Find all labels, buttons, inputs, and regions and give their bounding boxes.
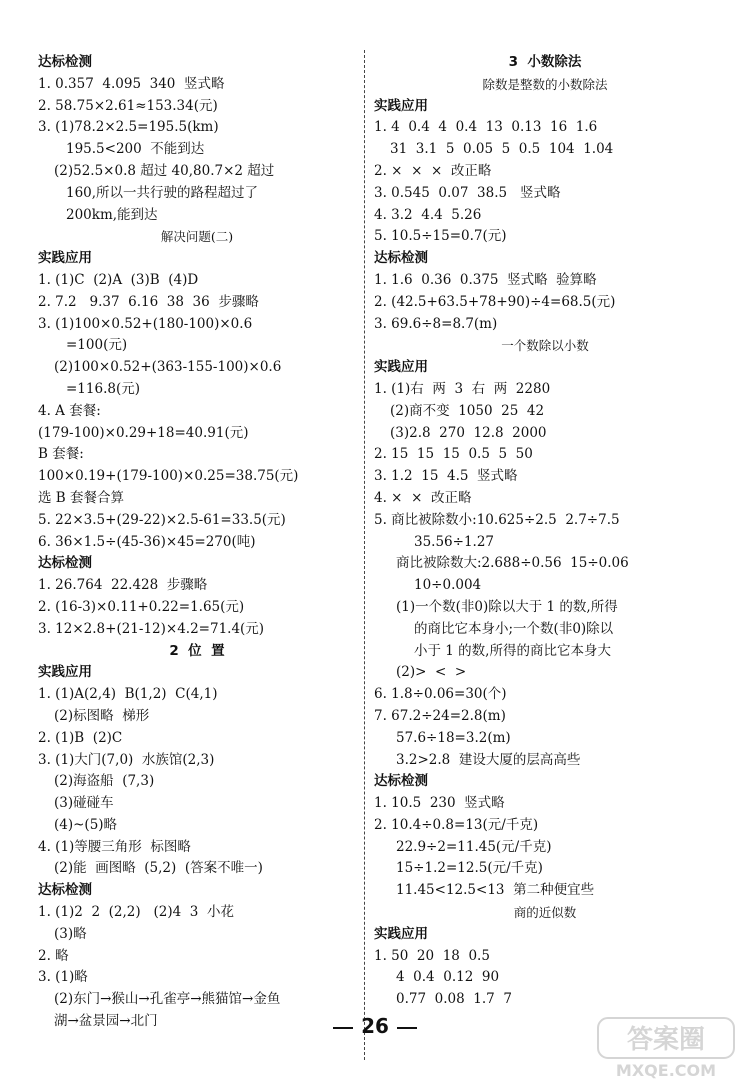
answer-line: 3.2>2.8 建设大厦的层高高些	[396, 751, 581, 768]
chapter-heading: 2 位 置	[169, 642, 225, 659]
subsection-title: 解决问题(二)	[160, 229, 234, 245]
answer-line: 0.77 0.08 1.7 7	[396, 991, 512, 1008]
answer-line: 湖→盆景园→北门	[54, 1013, 158, 1030]
section-heading: 达标检测	[374, 250, 428, 267]
section-heading: 达标检测	[374, 773, 428, 790]
answer-line: 2. (42.5+63.5+78+90)÷4=68.5(元)	[374, 293, 616, 310]
section-heading: 实践应用	[38, 664, 92, 681]
answer-line: 1. 10.5 230 竖式略	[374, 795, 505, 812]
page-number: 26	[361, 1014, 389, 1038]
answer-line: (2)商不变 1050 25 42	[390, 402, 545, 419]
answer-line: 200km,能到达	[66, 206, 158, 223]
answer-line: 3. (1)100×0.52+(180-100)×0.6	[38, 315, 253, 332]
section-heading: 实践应用	[374, 359, 428, 376]
answer-line: 11.45<12.5<13 第二种便宜些	[396, 882, 595, 899]
answer-line: 2. (16-3)×0.11+0.22=1.65(元)	[38, 598, 245, 615]
column-divider	[364, 50, 365, 1060]
answer-line: 2. (1)B (2)C	[38, 729, 123, 746]
answer-line: (2)52.5×0.8 超过 40,80.7×2 超过	[54, 162, 275, 179]
answer-line: 3. (1)略	[38, 969, 88, 986]
answer-line: 5. 商比被除数小:10.625÷2.5 2.7÷7.5	[374, 511, 620, 528]
answer-line: 3. 12×2.8+(21-12)×4.2=71.4(元)	[38, 620, 265, 637]
section-heading: 达标检测	[38, 54, 92, 70]
answer-line: (2)100×0.52+(363-155-100)×0.6	[54, 359, 282, 376]
answer-line: 1. (1)2 2 (2,2) (2)4 3 小花	[38, 904, 234, 921]
answer-line: (1)一个数(非0)除以大于 1 的数,所得	[396, 598, 618, 615]
chapter-heading: 3 小数除法	[508, 54, 582, 70]
left-column	[38, 52, 356, 1033]
answer-line: 3. 1.2 15 4.5 竖式略	[374, 468, 518, 485]
answer-line: 3. 69.6÷8=8.7(m)	[374, 315, 498, 332]
answer-line: (179-100)×0.29+18=40.91(元)	[38, 424, 249, 441]
answer-line: 2. 15 15 15 0.5 5 50	[374, 446, 533, 463]
answer-line: (3)2.8 270 12.8 2000	[390, 424, 547, 441]
answer-line: 6. 1.8÷0.06=30(个)	[374, 686, 507, 703]
answer-line: (2)能 画图略 (5,2) (答案不唯一)	[54, 860, 263, 877]
answer-line: 1. 0.357 4.095 340 竖式略	[38, 75, 225, 92]
answer-line: 5. 10.5÷15=0.7(元)	[374, 228, 507, 245]
section-heading: 实践应用	[374, 97, 428, 114]
answer-line: (2)> < >	[396, 664, 467, 681]
answer-line: 商比被除数大:2.688÷0.56 15÷0.06	[396, 555, 629, 572]
answer-line: (2)标图略 梯形	[54, 707, 150, 724]
answer-line: 3. (1)78.2×2.5=195.5(km)	[38, 119, 219, 136]
watermark-domain: MXQE.COM	[615, 1061, 717, 1080]
answer-line: 2. × × × 改正略	[374, 162, 492, 179]
answer-line: 3. (1)大门(7,0) 水族馆(2,3)	[38, 751, 215, 768]
subsection-title: 一个数除以小数	[501, 338, 589, 354]
answer-line: 31 3.1 5 0.05 5 0.5 104 1.04	[390, 141, 614, 158]
answer-line: 2. 58.75×2.61≈153.34(元)	[38, 97, 218, 114]
subsection-title: 商的近似数	[513, 905, 577, 921]
answer-line: 2. 7.2 9.37 6.16 38 36 步骤略	[38, 293, 259, 310]
answer-line: (4)~(5)略	[54, 816, 118, 833]
answer-line: 100×0.19+(179-100)×0.25=38.75(元)	[38, 468, 299, 485]
answer-line: 选 B 套餐合算	[38, 489, 125, 506]
answer-line: 6. 36×1.5÷(45-36)×45=270(吨)	[38, 533, 256, 550]
answer-line: 35.56÷1.27	[414, 533, 495, 550]
watermark-text: 答案圈	[626, 1025, 706, 1055]
answer-line: 22.9÷2=11.45(元/千克)	[396, 838, 552, 855]
section-heading: 达标检测	[38, 555, 92, 572]
answer-line: 1. (1)右 两 3 右 两 2280	[374, 380, 551, 397]
answer-line: (3)碰碰车	[54, 795, 114, 812]
answer-line: 2. 10.4÷0.8=13(元/千克)	[374, 816, 539, 833]
answer-line: 15÷1.2=12.5(元/千克)	[396, 860, 543, 877]
answer-line: 1. 4 0.4 4 0.4 13 0.13 16 1.6	[374, 119, 598, 136]
answer-line: 7. 67.2÷24=2.8(m)	[374, 707, 506, 724]
answer-line: 57.6÷18=3.2(m)	[396, 729, 511, 746]
answer-line: 4 0.4 0.12 90	[396, 969, 500, 986]
answer-line: 1. (1)C (2)A (3)B (4)D	[38, 271, 199, 288]
answer-line: 10÷0.004	[414, 577, 482, 594]
section-heading: 实践应用	[374, 925, 428, 942]
answer-line: B 套餐:	[38, 446, 84, 463]
watermark-logo	[596, 1016, 736, 1082]
dash-left	[333, 1027, 353, 1029]
answer-line: 小于 1 的数,所得的商比它本身大	[414, 642, 611, 659]
answer-line: =116.8(元)	[66, 380, 140, 397]
answer-line: (2)东门→猴山→孔雀亭→熊猫馆→金鱼	[54, 991, 281, 1008]
section-heading: 达标检测	[38, 882, 92, 899]
answer-line: 195.5<200 不能到达	[66, 141, 205, 158]
answer-line: 2. 略	[38, 947, 69, 964]
section-heading: 实践应用	[38, 250, 92, 267]
answer-line: (2)海盗船 (7,3)	[54, 773, 155, 790]
dash-right	[397, 1027, 417, 1029]
answer-line: (3)略	[54, 925, 87, 942]
right-column	[374, 52, 716, 1011]
answer-line: 1. (1)A(2,4) B(1,2) C(4,1)	[38, 686, 218, 703]
subsection-title: 除数是整数的小数除法	[482, 76, 608, 92]
answer-line: 1. 1.6 0.36 0.375 竖式略 验算略	[374, 271, 597, 288]
answer-line: 160,所以一共行驶的路程超过了	[66, 184, 259, 201]
answer-line: 1. 50 20 18 0.5	[374, 947, 490, 964]
answer-line: 的商比它本身小;一个数(非0)除以	[414, 620, 614, 637]
answer-line: 4. × × 改正略	[374, 489, 472, 506]
answer-line: 4. A 套餐:	[38, 402, 101, 419]
answer-line: 4. 3.2 4.4 5.26	[374, 206, 482, 223]
answer-line: 4. (1)等腰三角形 标图略	[38, 838, 191, 855]
answer-line: 5. 22×3.5+(29-22)×2.5-61=33.5(元)	[38, 511, 286, 528]
answer-line: =100(元)	[66, 337, 128, 354]
answer-line: 3. 0.545 0.07 38.5 竖式略	[374, 184, 561, 201]
answer-line: 1. 26.764 22.428 步骤略	[38, 577, 208, 594]
